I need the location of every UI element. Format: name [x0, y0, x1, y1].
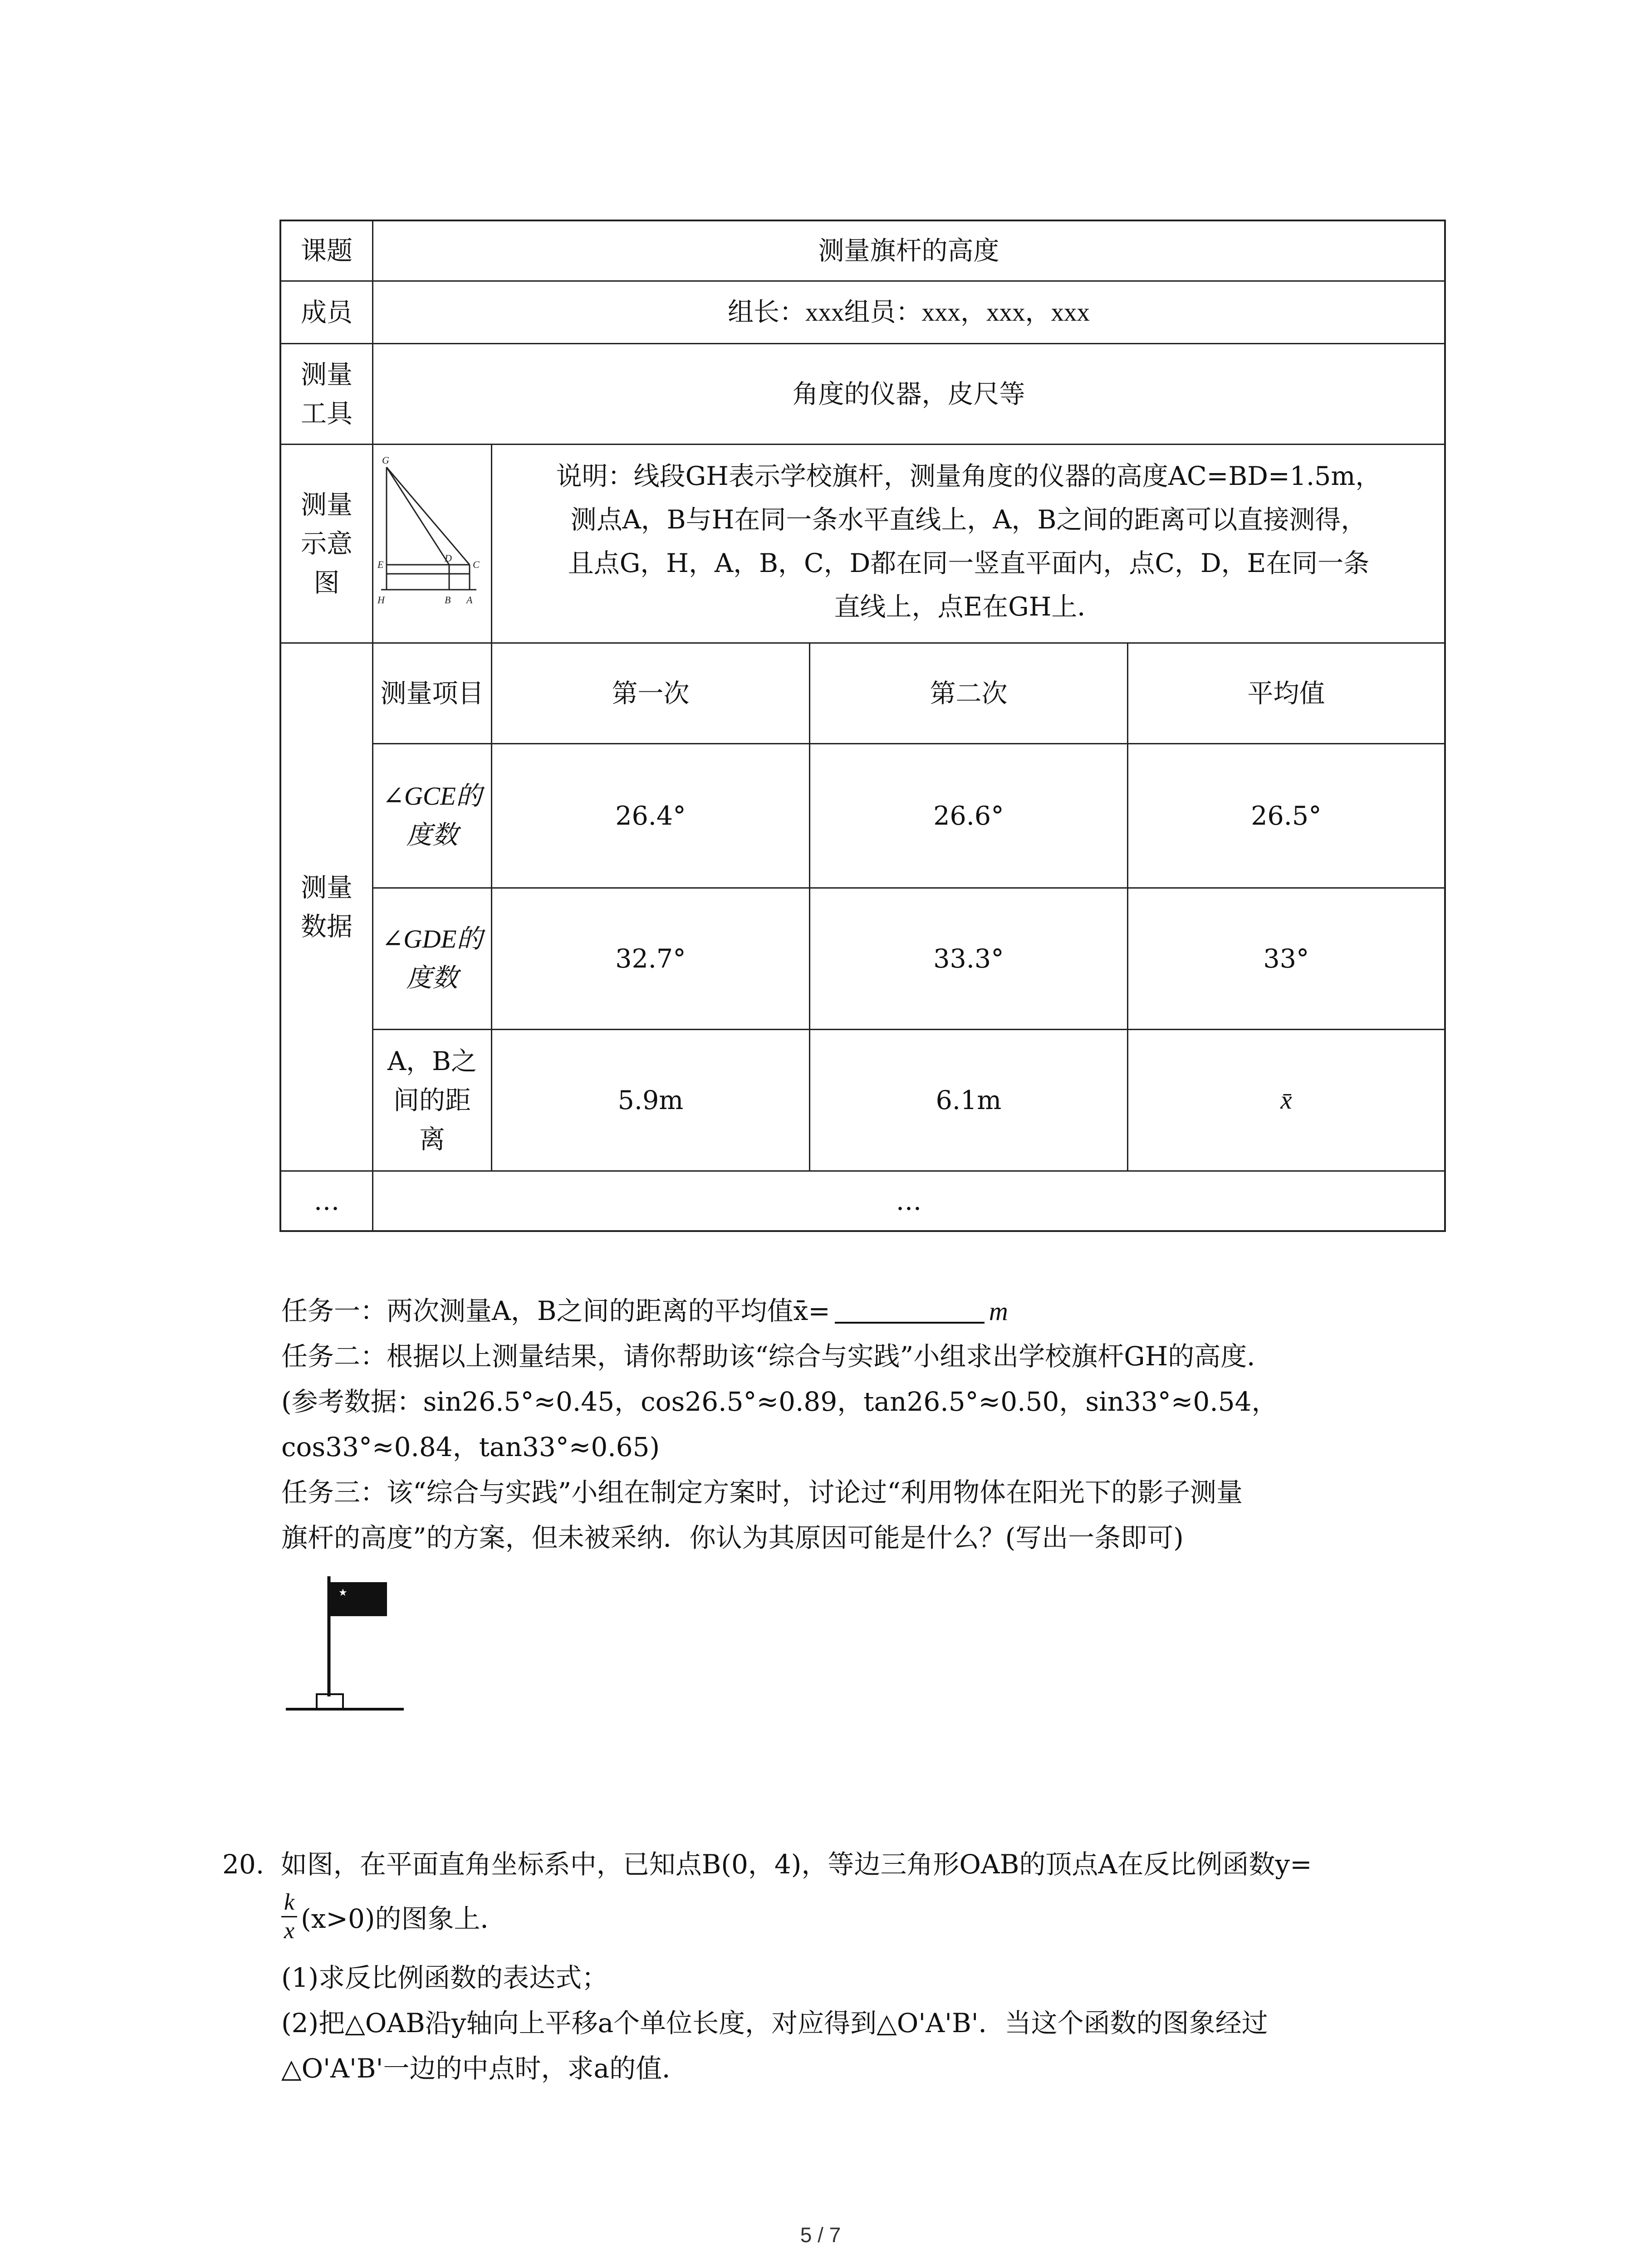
label-a: A: [466, 594, 473, 606]
row-average: 33°: [1263, 943, 1309, 974]
task3-line1: 任务三：该“综合与实践”小组在制定方案时，讨论过“利用物体在阳光下的影子测量: [281, 1477, 1243, 1508]
tools-label: 测量工具: [301, 359, 353, 429]
row-second: 26.6°: [933, 801, 1004, 831]
header-first: 第一次: [612, 678, 690, 709]
task1-unit: m: [989, 1296, 1008, 1326]
data-label: 测量数据: [301, 872, 353, 942]
explanation-line: 且点G，H，A，B，C，D都在同一竖直平面内，点C，D，E在同一条: [568, 548, 1370, 578]
tools-value: 角度的仪器，皮尺等: [792, 379, 1025, 409]
label-h: H: [377, 594, 385, 606]
problem20-line2: [281, 1887, 507, 1946]
page-number: 5 / 7: [800, 2223, 841, 2247]
header-average: 平均值: [1247, 678, 1325, 709]
label-g: G: [382, 455, 389, 466]
explanation-text: [495, 455, 1443, 629]
task1-text: 任务一：两次测量A，B之间的距离的平均值x̄=: [281, 1295, 830, 1326]
explanation-line: 直线上，点E在GH上．: [834, 592, 1103, 622]
row-average: 26.5°: [1251, 801, 1322, 831]
row-second: 6.1m: [936, 1085, 1002, 1115]
row-item: A，B之间的距离: [387, 1046, 477, 1154]
row-item: ∠GDE的度数: [382, 924, 483, 992]
row-item: ∠GCE的度数: [382, 782, 482, 850]
header-second: 第二次: [930, 678, 1008, 709]
diagram-label: 测量示意图: [301, 489, 353, 598]
row-first: 5.9m: [617, 1085, 684, 1115]
ellipsis-left: …: [314, 1186, 340, 1216]
svg-text:★: ★: [338, 1587, 348, 1598]
members-label: 成员: [301, 297, 353, 327]
task3-line2: 旗杆的高度”的方案，但未被采纳．你认为其原因可能是什么？(写出一条即可): [281, 1522, 1184, 1553]
members-value: 组长：xxx组员：xxx，xxx，xxx: [728, 298, 1090, 327]
problem20-condition: (x>0)的图象上．: [301, 1903, 507, 1934]
reference-data-1: (参考数据：sin26.5°≈0.45，cos26.5°≈0.89，tan26.5°≈0.50，sin33°≈0.54，: [281, 1386, 1278, 1417]
header-item: 测量项目: [380, 678, 484, 709]
problem-number: 20.: [222, 1849, 265, 1880]
problem20-line1: [222, 1842, 1312, 1887]
fraction-numerator: k: [281, 1889, 297, 1917]
ellipsis-right: …: [896, 1186, 922, 1216]
task1: [281, 1288, 1008, 1334]
task2: 任务二：根据以上测量结果，请你帮助该“综合与实践”小组求出学校旗杆GH的高度．: [281, 1341, 1274, 1372]
flagpole-illustration: [281, 1574, 417, 1724]
label-b: B: [445, 594, 451, 606]
explanation-line: 说明：线段GH表示学校旗杆，测量角度的仪器的高度AC=BD=1.5m，: [556, 461, 1381, 491]
row-average: x̄: [1280, 1085, 1292, 1114]
topic-label: 课题: [301, 236, 353, 266]
problem20-sub1: (1)求反比例函数的表达式；: [281, 1962, 608, 1993]
fraction-denominator: x: [284, 1917, 295, 1944]
reference-data-2: cos33°≈0.84，tan33°≈0.65): [281, 1432, 660, 1462]
problem20-sub2-line2: △O'A'B'一边的中点时，求a的值．: [281, 2053, 689, 2084]
label-d: D: [445, 552, 452, 564]
label-e: E: [377, 559, 384, 570]
label-c: C: [473, 559, 480, 570]
answer-blank: [835, 1295, 985, 1324]
topic-value: 测量旗杆的高度: [818, 236, 999, 266]
row-second: 33.3°: [933, 943, 1004, 974]
measurement-schematic: [377, 449, 488, 640]
problem20-text: 如图，在平面直角坐标系中，已知点B(0，4)，等边三角形OAB的顶点A在反比例函数y=: [280, 1849, 1312, 1880]
row-first: 26.4°: [615, 801, 686, 831]
fraction-k-over-x: [281, 1889, 297, 1945]
row-first: 32.7°: [615, 943, 686, 974]
explanation-line: 测点A，B与H在同一条水平直线上，A，B之间的距离可以直接测得，: [570, 505, 1367, 535]
problem20-sub2-line1: (2)把△OAB沿y轴向上平移a个单位长度，对应得到△O'A'B'．当这个函数的图象经过: [281, 2008, 1268, 2038]
